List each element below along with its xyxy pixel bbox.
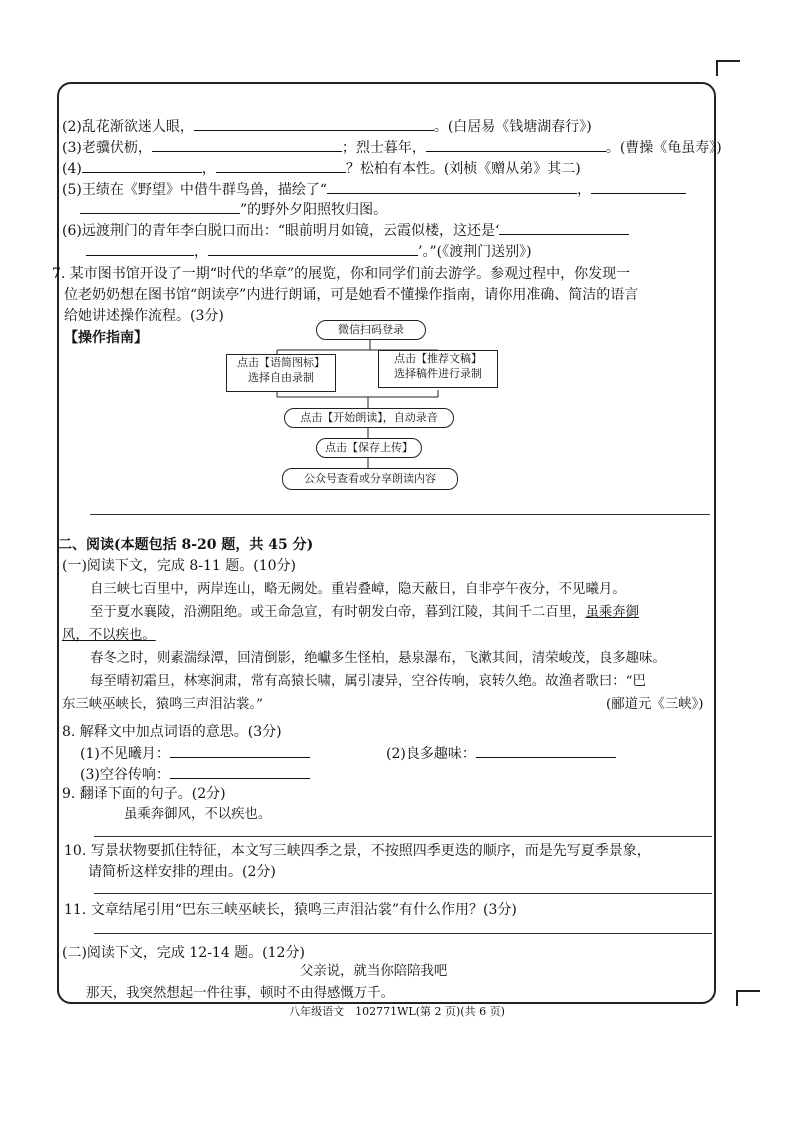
- poem-q4: (4) ， ？松柏有本性。(刘桢《赠从弟》其二): [62, 158, 581, 178]
- answer-line[interactable]: [94, 893, 712, 894]
- passage-p1: 自三峡七百里中，两岸连山，略无阙处。重岩叠嶂，隐天蔽日，自非亭午夜分，不见曦月。: [90, 582, 626, 597]
- answer-blank[interactable]: [170, 764, 310, 779]
- poem-q6-line2: ， ’。”(《渡荆门送别》): [86, 241, 532, 261]
- flow-step-save-upload: 点击【保存上传】: [316, 438, 422, 458]
- q10-line2: 请简析这样安排的理由。(2分): [88, 864, 276, 880]
- flow-right-a: 点击【推荐文稿】: [394, 352, 482, 365]
- section2-title: 二、阅读(本题包括 8-20 题，共 45 分): [58, 537, 314, 553]
- q7-line3: 给她讲述操作流程。(3分): [64, 308, 224, 324]
- passage-p2: 至于夏水襄陵，沿溯阻绝。或王命急宣，有时朝发白帝，暮到江陵，其间千二百里，虽乘奔御: [90, 605, 640, 620]
- passage-p4: 每至晴初霜旦，林寒涧肃，常有高猿长啸，属引凄异，空谷传响，哀转久绝。故渔者歌曰：“巴: [90, 674, 646, 689]
- flow-option-voice-icon: [226, 354, 336, 392]
- poem-q2: (2)乱花渐欲迷人眼， 。(白居易《钱塘湖春行》): [62, 116, 592, 136]
- flow-option-recommended: [378, 350, 498, 388]
- poem-q5: (5)王绩在《野望》中借牛群鸟兽，描绘了“ ，: [62, 179, 686, 199]
- poem-q6: (6)远渡荆门的青年李白脱口而出：“眼前明月如镜，云霞似楼，这还是‘: [62, 220, 629, 240]
- q7-line1: 7. 某市图书馆开设了一期“时代的华章”的展览，你和同学们前去游学。参观过程中，你发现一: [52, 266, 631, 282]
- q11: 11. 文章结尾引用“巴东三峡巫峡长，猿鸣三声泪沾裳”有什么作用？(3分): [64, 902, 517, 918]
- part2-title: (二)阅读下文，完成 12-14 题。(12分): [62, 945, 305, 961]
- q9: 9. 翻译下面的句子。(2分): [62, 786, 226, 802]
- flow-right-b: 选择稿件进行录制: [394, 367, 482, 380]
- q10-line1: 10. 写景状物要抓住特征，本文写三峡四季之景，不按照四季更迭的顺序，而是先写夏季景象，: [64, 843, 651, 859]
- poem-q3: (3)老骥伏枥， ；烈士暮年， 。(曹操《龟虽寿》): [62, 137, 722, 157]
- flow-step-start-reading: 点击【开始朗读】，自动录音: [284, 408, 454, 428]
- q8: 8. 解释文中加点词语的意思。(3分): [62, 724, 282, 740]
- q8-3: (3)空谷传响：: [80, 764, 310, 784]
- flow-left-a: 点击【语简图标】: [237, 356, 325, 369]
- flow-step-share: 公众号查看或分享朗读内容: [282, 468, 458, 490]
- section2-part1: (一)阅读下文，完成 8-11 题。(10分): [62, 558, 297, 574]
- passage-p5: 东三峡巫峡长，猿鸣三声泪沾裳。”: [62, 697, 264, 712]
- flow-start-wechat-login: 微信扫码登录: [316, 320, 426, 340]
- q8-2: (2)良多趣味：: [386, 743, 616, 763]
- answer-blank[interactable]: [476, 743, 616, 758]
- passage-p2-cont: 风，不以疾也。: [62, 628, 156, 643]
- answer-line[interactable]: [94, 933, 712, 934]
- answer-blank[interactable]: [170, 743, 310, 758]
- poem-q5-line2: ”的野外夕阳照牧归图。: [80, 199, 387, 219]
- operation-guide-title: 【操作指南】: [64, 330, 148, 346]
- answer-line[interactable]: [90, 514, 710, 515]
- q7-line2: 位老奶奶想在图书馆“朗读亭”内进行朗诵，可是她看不懂操作指南，请你用准确、简洁的语言: [64, 287, 639, 303]
- story-title: 父亲说，就当你陪陪我吧: [300, 964, 448, 979]
- page-footer: 八年级语文 102771WL(第 2 页)(共 6 页): [289, 1005, 505, 1018]
- q8-1: (1)不见曦月：: [80, 743, 310, 763]
- story-paragraph: 那天，我突然想起一件往事，顿时不由得感慨万千。: [86, 986, 394, 1001]
- answer-line[interactable]: [94, 836, 712, 837]
- q9-sentence: 虽乘奔御风，不以疾也。: [124, 807, 272, 822]
- passage-p3: 春冬之时，则素湍绿潭，回清倒影，绝巘多生怪柏，悬泉瀑布，飞漱其间，清荣峻茂，良多趣味。: [90, 651, 666, 666]
- flow-left-b: 选择自由录制: [248, 371, 314, 384]
- passage-source: (郦道元《三峡》): [606, 697, 704, 712]
